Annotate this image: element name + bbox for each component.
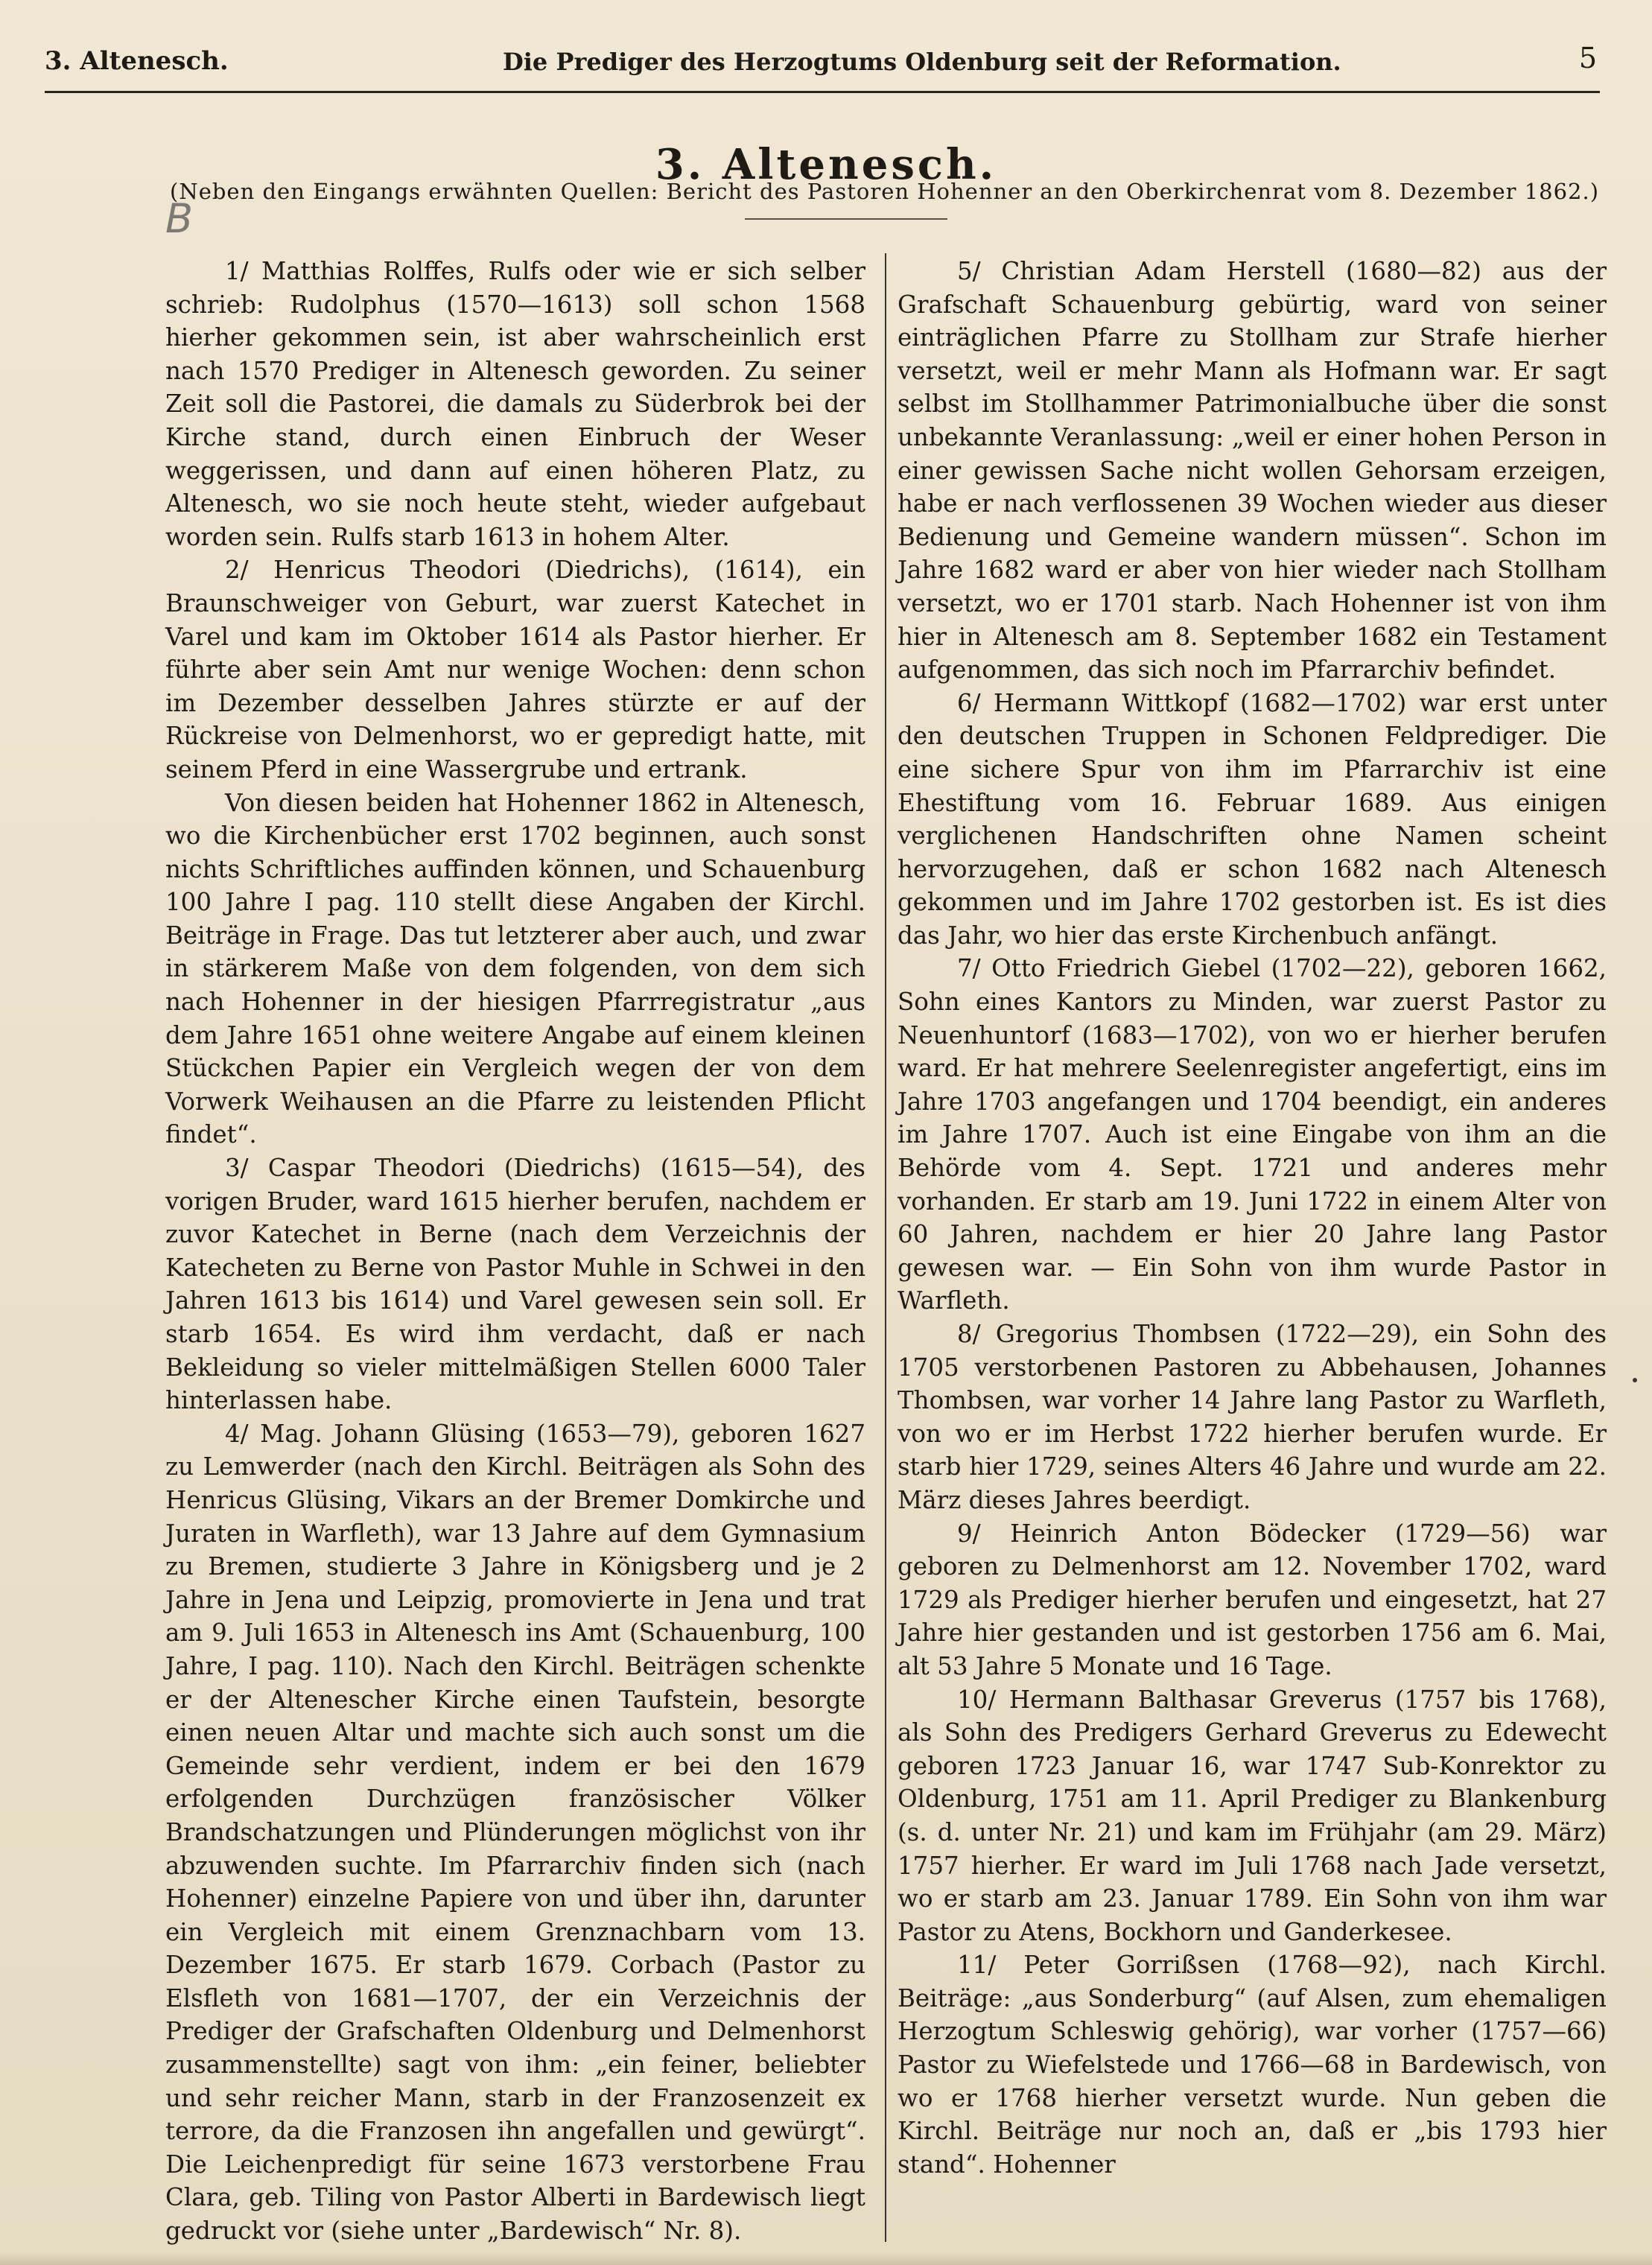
note-paragraph: Von diesen beiden hat Hohenner 1862 in Altenesch, wo die Kirchenbücher erst 1702 beginnen, auch sonst nichts Schriftliches auffinden können, und Schauenburg 100 Jahre I pag. 110 stellt diese Angaben der Kirchl. Beiträge in Frage. Das tut letzterer aber auch, und zwar in stärkerem Maße von dem folgenden, von dem sich nach Hohenner in der hiesigen Pfarrregistratur „aus dem Jahre 1651 ohne weitere Angabe auf einem kleinen Stückchen Papier ein Vergleich wegen der von dem Vorwerk Weihausen an die Pfarre zu leistenden Pflicht findet“. [165,788,865,1149]
entry-6: 6/ Hermann Wittkopf (1682—1702) war erst unter den deutschen Truppen in Schonen Feldprediger. Die eine sichere Spur von ihm im Pfarrarchiv ist eine Ehestiftung vom 16. Februar 1689. Aus einigen verglichenen Handschriften ohne Namen scheint hervorzugehen, daß er schon 1682 nach Altenesch gekommen und im Jahre 1702 gestorben ist. Es ist dies das Jahr, wo hier das erste Kirchenbuch anfängt. [898,688,1607,950]
page-number: 5 [1578,42,1597,74]
entry-3: 3/ Caspar Theodori (Diedrichs) (1615—54), des vorigen Bruder, ward 1615 hierher berufen, nachdem er zuvor Katechet in Berne (nach dem Verzeichnis der Katecheten zu Berne von Pastor Muhle in Schwei in den Jahren 1613 bis 1614) und Varel gewesen sein soll. Er starb 1654. Es wird ihm verdacht, daß er nach Bekleidung so vieler mittelmäßigen Stellen 6000 Taler hinterlassen habe. [165,1154,865,1415]
section-title: 3. Altenesch. [655,140,997,189]
entry-5: 5/ Christian Adam Herstell (1680—82) aus der Grafschaft Schauenburg gebürtig, ward von seiner einträglichen Pfarre zu Stollham zur Strafe hierher versetzt, weil er mehr Mann als Hofmann war. Er sagt selbst im Stollhammer Patrimonialbuche über die sonst unbekannte Veranlassung: „weil er einer hohen Person in einer gewissen Sache nicht wollen Gehorsam erzeigen, habe er nach verflossenen 39 Wochen wieder aus dieser Bedienung und Gemeine wandern müssen“. Schon im Jahre 1682 ward er aber von hier wieder nach Stollham versetzt, wo er 1701 starb. Nach Hohenner ist von ihm hier in Altenesch am 8. September 1682 ein Testament aufgenommen, das sich noch im Pfarrarchiv befindet. [898,257,1607,684]
margin-mark [1633,1378,1637,1382]
pencil-annotation: B [165,195,194,242]
header-book-title: Die Prediger des Herzogtums Oldenburg seit der Reformation. [503,48,1341,76]
entry-2: 2/ Henricus Theodori (Diedrichs), (1614), ein Braunschweiger von Geburt, war zuerst Katechet in Varel und kam im Oktober 1614 als Pastor hierher. Er führte aber sein Amt nur wenige Wochen: denn schon im Dezember desselben Jahres stürzte er auf der Rückreise von Delmenhorst, wo er gepredigt hatte, mit seinem Pferd in eine Wassergrube und ertrank. [165,556,865,784]
entry-7: 7/ Otto Friedrich Giebel (1702—22), geboren 1662, Sohn eines Kantors zu Minden, war zuerst Pastor zu Neuenhuntorf (1683—1702), von wo er hierher berufen ward. Er hat mehrere Seelenregister angefertigt, eins im Jahre 1703 angefangen und 1704 beendigt, ein anderes im Jahre 1707. Auch ist eine Eingabe von ihm an die Behörde vom 4. Sept. 1721 und anderes mehr vorhanden. Er starb am 19. Juni 1722 in einem Alter von 60 Jahren, nachdem er hier 20 Jahre lang Pastor gewesen war. — Ein Sohn von ihm wurde Pastor in Warfleth. [898,954,1607,1315]
sources-note: (Neben den Eingangs erwähnten Quellen: Bericht des Pastoren Hohenner an den Oberkirchenrat vom 8. Dezember 1862.) [170,179,1600,204]
entry-8: 8/ Gregorius Thombsen (1722—29), ein Sohn des 1705 verstorbenen Pastoren zu Abbehausen, Johannes Thombsen, war vorher 14 Jahre lang Pastor zu Warfleth, von wo er im Herbst 1722 hierher berufen wurde. Er starb hier 1729, seines Alters 46 Jahre und wurde am 22. März dieses Jahres beerdigt. [898,1320,1607,1514]
entry-11: 11/ Peter Gorrißsen (1768—92), nach Kirchl. Beiträge: „aus Sonderburg“ (auf Alsen, zum ehemaligen Herzogtum Schleswig gehörig), war vorher (1757—66) Pastor zu Wiefelstede und 1766—68 in Bardewisch, von wo er 1768 hierher versetzt wurde. Nun geben die Kirchl. Beiträge nur noch an, daß er „bis 1793 hier stand“. Hohenner [898,1951,1607,2179]
entry-1: 1/ Matthias Rolffes, Rulfs oder wie er sich selber schrieb: Rudolphus (1570—1613) soll schon 1568 hierher gekommen sein, ist aber wahrscheinlich erst nach 1570 Prediger in Altenesch geworden. Zu seiner Zeit soll die Pastorei, die damals zu Süderbrok bei der Kirche stand, durch einen Einbruch der Weser weggerissen, und dann auf einen höheren Platz, zu Altenesch, wo sie noch heute steht, wieder aufgebaut worden sein. Rulfs starb 1613 in hohem Alter. [165,257,865,551]
entry-10: 10/ Hermann Balthasar Greverus (1757 bis 1768), als Sohn des Predigers Gerhard Greverus zu Edewecht geboren 1723 Januar 16, war 1747 Sub-Konrektor zu Oldenburg, 1751 am 11. April Prediger zu Blankenburg (s. d. unter Nr. 21) und kam im Frühjahr (am 29. März) 1757 hierher. Er ward im Juli 1768 nach Jade versetzt, wo er starb am 23. Januar 1789. Ein Sohn von ihm war Pastor zu Atens, Bockhorn und Ganderkesee. [898,1685,1607,1946]
page-edge-shade [0,2253,1652,2265]
header-section-label: 3. Altenesch. [45,46,229,76]
entry-4: 4/ Mag. Johann Glüsing (1653—79), geboren 1627 zu Lemwerder (nach den Kirchl. Beiträgen als Sohn des Henricus Glüsing, Vikars an der Bremer Domkirche und Juraten in Warfleth), war 13 Jahre auf dem Gymnasium zu Bremen, studierte 3 Jahre in Königsberg und je 2 Jahre in Jena und Leipzig, promovierte in Jena und trat am 9. Juli 1653 in Altenesch ins Amt (Schauenburg, 100 Jahre, I pag. 110). Nach den Kirchl. Beiträgen schenkte er der Altenescher Kirche einen Taufstein, besorgte einen neuen Altar und machte sich auch sonst um die Gemeinde sehr verdient, indem er bei den 1679 erfolgenden Durchzügen französischer Völker Brandschatzungen und Plünderungen möglichst von ihr abzuwenden suchte. Im Pfarrarchiv finden sich (nach Hohenner) einzelne Papiere von und über ihn, darunter ein Vergleich mit einem Grenznachbarn vom 13. Dezember 1675. Er starb 1679. Corbach (Pastor zu Elsfleth von 1681—1707, der ein Verzeichnis der Prediger der Grafschaften Oldenburg und Delmenhorst zusammenstellte) sagt von ihm: „ein feiner, beliebter und sehr reicher Mann, starb in der Franzosenzeit ex terrore, da die Franzosen ihn angefallen und gewürgt“. Die Leichenpredigt für seine 1673 verstorbene Frau Clara, geb. Tiling von Pastor Alberti in Bardewisch liegt gedruckt vor (siehe unter „Bardewisch“ Nr. 8). [165,1419,865,2246]
entry-9: 9/ Heinrich Anton Bödecker (1729—56) war geboren zu Delmenhorst am 12. November 1702, ward 1729 als Prediger hierher berufen und eingesetzt, hat 27 Jahre hier gestanden und ist gestorben 1756 am 6. Mai, alt 53 Jahre 5 Monate und 16 Tage. [898,1519,1607,1680]
header-rule [45,91,1600,93]
left-column [165,255,865,2248]
running-header [45,42,1597,91]
right-column [898,255,1607,2181]
title-rule [745,218,947,220]
column-rule [885,253,886,2242]
